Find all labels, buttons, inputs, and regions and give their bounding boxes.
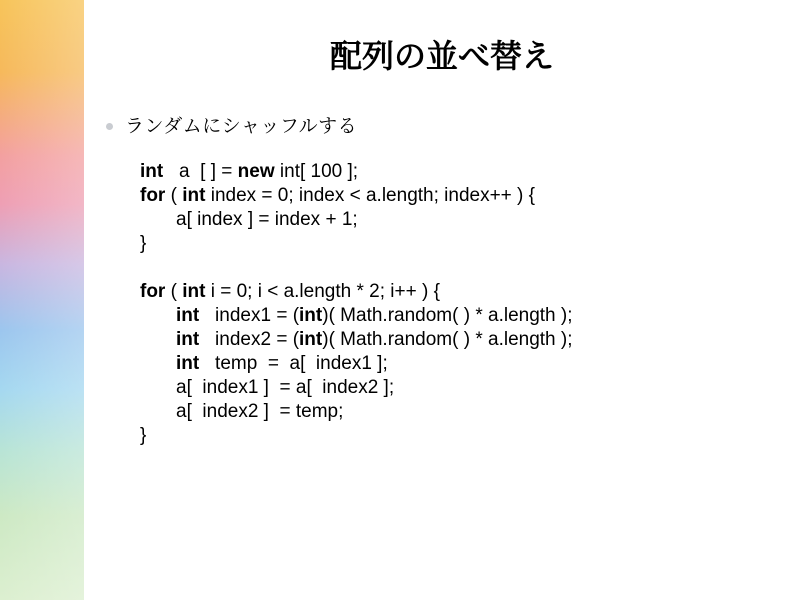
code-text: a[ index ] = index + 1; [176,209,358,230]
code-text: )( Math.random( ) * a.length ); [322,329,573,350]
code-text: index1 = ( [199,305,300,326]
code-keyword: int [182,281,206,302]
code-text: a [ ] = [163,161,238,182]
code-text: ( [165,281,183,302]
code-line [140,160,573,184]
code-block [140,160,573,448]
decorative-gradient-band [0,0,84,600]
code-line [140,400,573,424]
slide-title: 配列の並べ替え [329,37,554,75]
code-keyword: int [140,161,164,182]
bullet-text: ランダムにシャッフルする [125,114,358,137]
code-text: int[ 100 ]; [274,161,359,182]
code-text: )( Math.random( ) * a.length ); [322,305,573,326]
code-line [140,232,573,256]
code-text: index = 0; index < a.length; index++ ) { [205,185,536,206]
code-keyword: int [176,329,200,350]
code-keyword: int [182,185,206,206]
code-keyword: int [299,329,323,350]
bullet-dot-icon [106,123,113,130]
code-keyword: int [176,353,200,374]
code-line [140,280,573,304]
code-line [140,184,573,208]
bullet-item [106,110,357,138]
code-line [140,424,573,448]
code-line [140,304,573,328]
code-keyword: int [299,305,323,326]
code-blank-line [140,256,573,280]
code-text: a[ index1 ] = a[ index2 ]; [176,377,395,398]
code-text: ( [165,185,183,206]
code-keyword: new [237,161,275,182]
code-text: i = 0; i < a.length * 2; i++ ) { [205,281,440,302]
code-text: } [140,233,147,254]
code-keyword: for [140,281,166,302]
code-text: index2 = ( [199,329,300,350]
code-keyword: int [176,305,200,326]
code-text: temp = a[ index1 ]; [199,353,388,374]
code-line [140,208,573,232]
code-text: } [140,425,147,446]
code-line [140,328,573,352]
code-line [140,352,573,376]
code-line [140,376,573,400]
code-keyword: for [140,185,166,206]
code-text: a[ index2 ] = temp; [176,401,344,422]
